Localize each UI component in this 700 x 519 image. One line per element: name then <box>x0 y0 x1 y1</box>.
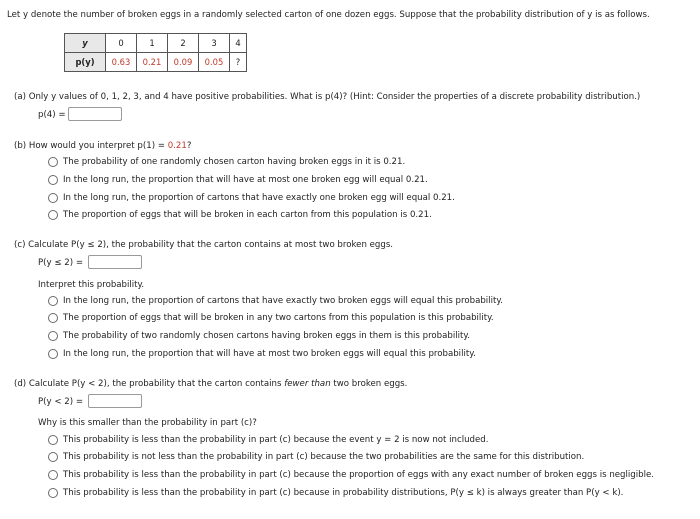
table-cell: 0 <box>106 34 137 53</box>
intro-text: Let y denote the number of broken eggs in a randomly selected carton of one dozen eggs. Suppose that the probability distribution of y is as follows. <box>7 10 650 20</box>
part-c-interpret: Interpret this probability. <box>38 280 145 290</box>
part-d-question <box>14 379 407 389</box>
part-c-option-1-label[interactable]: In the long run, the proportion of cartons that have exactly two broken eggs will equal this probability. <box>63 296 503 306</box>
part-c-option-3-label[interactable]: The probability of two randomly chosen cartons having broken eggs in them is this probability. <box>63 331 470 341</box>
part-c-option-2-label[interactable]: The proportion of eggs that will be broken in any two cartons from this population is this probability. <box>63 313 494 323</box>
part-b-option-1-label[interactable]: The probability of one randomly chosen carton having broken eggs in it is 0.21. <box>63 157 406 167</box>
part-b-option-3-radio[interactable] <box>48 193 58 203</box>
part-d-option-1-radio[interactable] <box>48 435 58 445</box>
part-b-option-3-label[interactable]: In the long run, the proportion of cartons that have exactly one broken egg will equal 0.21. <box>63 193 455 203</box>
part-c-question: (c) Calculate P(y ≤ 2), the probability that the carton contains at most two broken eggs. <box>14 240 394 250</box>
table-cell: 2 <box>168 34 199 53</box>
part-b-question <box>14 141 191 151</box>
part-b-option-2-label[interactable]: In the long run, the proportion that will have at most one broken egg will equal 0.21. <box>63 175 428 185</box>
p-lt-2-input[interactable] <box>88 394 142 408</box>
table-header-p: p(y) <box>65 53 106 72</box>
table-header-y: y <box>65 34 106 53</box>
part-d-option-4-radio[interactable] <box>48 488 58 498</box>
part-b-option-4-radio[interactable] <box>48 210 58 220</box>
part-a-question: (a) Only y values of 0, 1, 2, 3, and 4 have positive probabilities. What is p(4)? (Hint: Consider the properties of a discrete probability distribution.) <box>14 92 641 102</box>
part-d-option-3-label[interactable]: This probability is less than the probability in part (c) because the proportion of eggs with any exact number of broken eggs is negligible. <box>63 470 654 480</box>
part-d-question-prefix: (d) Calculate P(y < 2), the probability that the carton contains <box>14 379 285 389</box>
part-b-question-value: 0.21 <box>167 141 187 151</box>
part-d-option-4-label[interactable]: This probability is less than the probability in part (c) because in probability distributions, P(y ≤ k) is always greater than P(y < k). <box>63 488 624 498</box>
part-d-label: P(y < 2) = <box>38 397 84 407</box>
part-b-question-prefix: (b) How would you interpret p(1) = <box>14 141 168 151</box>
part-b-option-4-label[interactable]: The proportion of eggs that will be broken in each carton from this population is 0.21. <box>63 210 432 220</box>
part-c-label: P(y ≤ 2) = <box>38 258 84 268</box>
probability-distribution-table <box>64 33 247 72</box>
table-cell: 1 <box>137 34 168 53</box>
table-cell: 0.09 <box>168 53 199 72</box>
part-d-option-2-radio[interactable] <box>48 452 58 462</box>
table-cell: 0.05 <box>199 53 230 72</box>
part-c-option-4-radio[interactable] <box>48 349 58 359</box>
part-c-option-1-radio[interactable] <box>48 296 58 306</box>
table-row-p <box>65 53 247 72</box>
part-c-option-2-radio[interactable] <box>48 313 58 323</box>
part-d-option-2-label[interactable]: This probability is not less than the probability in part (c) because the two probabilities are the same for this distribution. <box>63 452 585 462</box>
part-c-option-4-label[interactable]: In the long run, the proportion that will have at most two broken eggs will equal this probability. <box>63 349 476 359</box>
table-cell: 4 <box>230 34 247 53</box>
part-b-option-2-radio[interactable] <box>48 175 58 185</box>
part-c-option-3-radio[interactable] <box>48 331 58 341</box>
part-d-question-emph: fewer than <box>284 379 331 389</box>
p4-input[interactable] <box>68 107 122 121</box>
part-d-why: Why is this smaller than the probability in part (c)? <box>38 418 257 428</box>
table-cell: 0.63 <box>106 53 137 72</box>
table-row-y <box>65 34 247 53</box>
part-d-option-3-radio[interactable] <box>48 470 58 480</box>
part-a-label: p(4) = <box>38 110 66 120</box>
p-le-2-input[interactable] <box>88 255 142 269</box>
part-b-option-1-radio[interactable] <box>48 157 58 167</box>
table-cell: ? <box>230 53 247 72</box>
part-d-option-1-label[interactable]: This probability is less than the probability in part (c) because the event y = 2 is now not included. <box>63 435 489 445</box>
part-d-question-suffix: two broken eggs. <box>330 379 408 389</box>
part-b-question-suffix: ? <box>186 141 192 151</box>
table-cell: 3 <box>199 34 230 53</box>
table-cell: 0.21 <box>137 53 168 72</box>
